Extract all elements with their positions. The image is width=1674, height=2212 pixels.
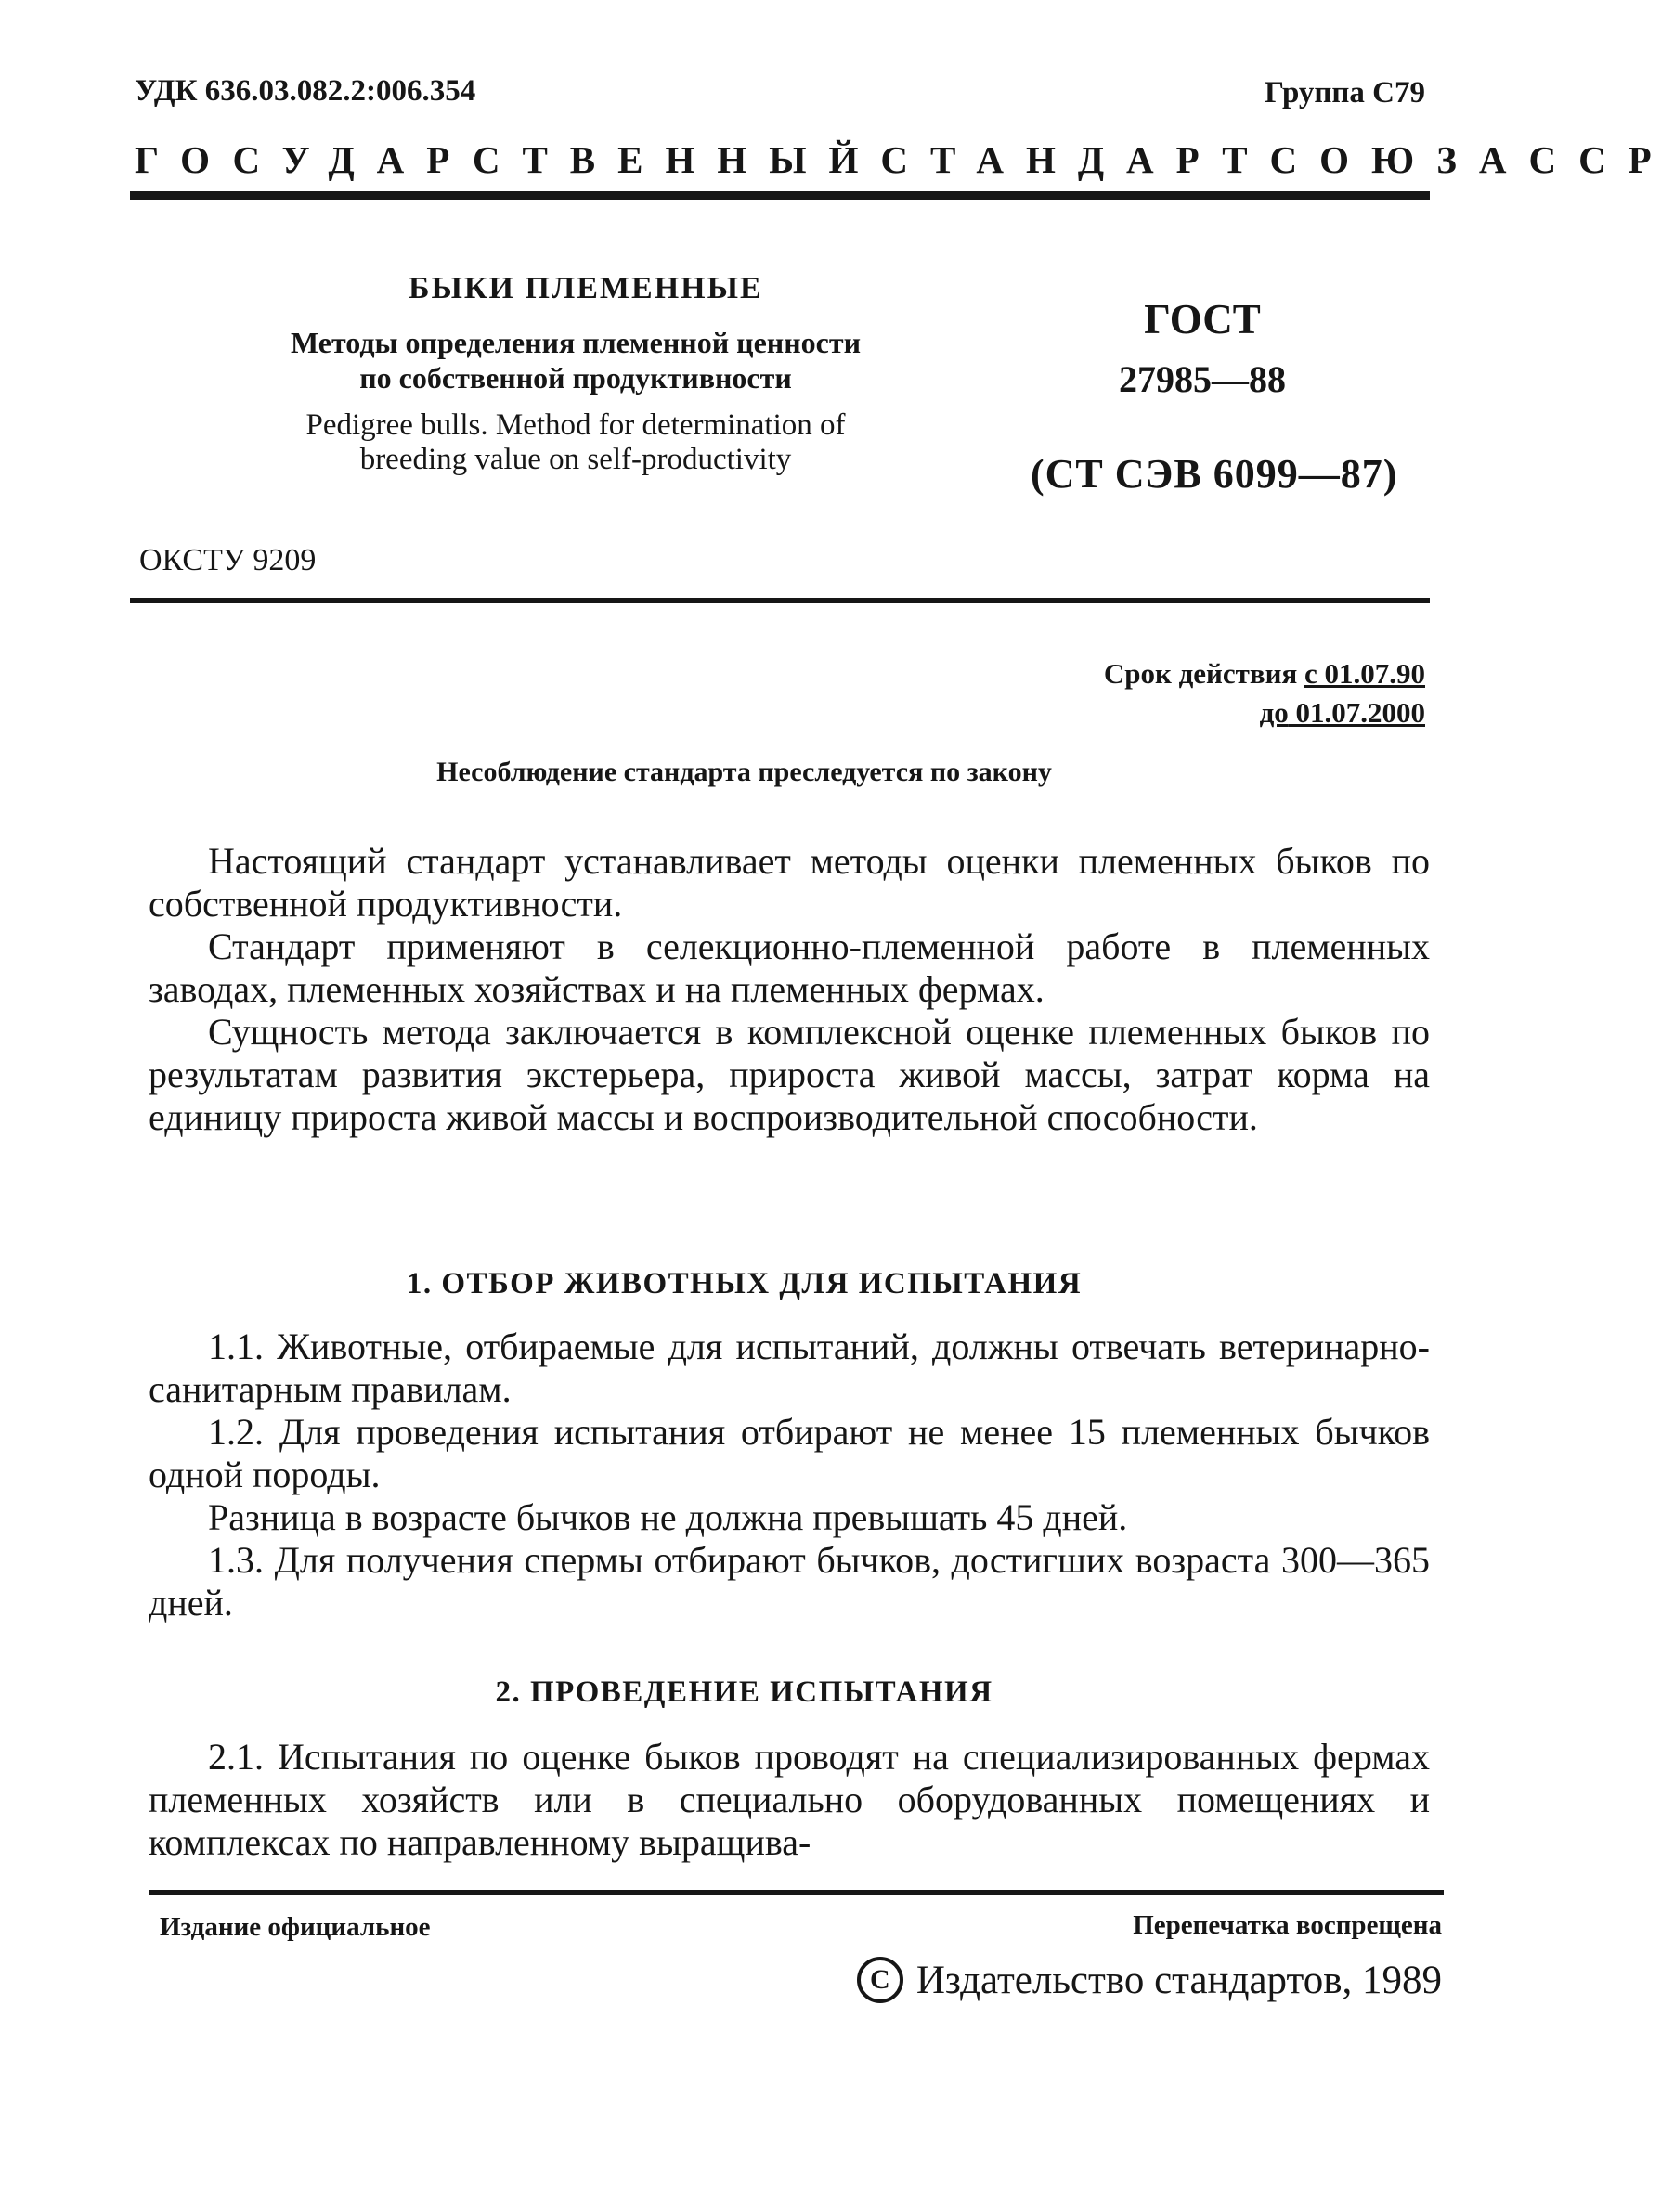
- state-standard-banner: [135, 137, 1674, 182]
- title-english-line-2: breeding value on self-productivity: [359, 443, 792, 476]
- title-russian: [214, 325, 938, 395]
- reprint-notice: Перепечатка воспрещена: [1133, 1910, 1442, 1940]
- gost-number: 27985—88: [1119, 358, 1286, 400]
- section-1-paragraph-4: 1.3. Для получения спермы отбирают бычков, достигших возраста 300—365 дней.: [149, 1539, 1430, 1623]
- title-russian-line-1: Методы определения племенной ценности: [290, 326, 862, 359]
- section-1-paragraph-3: Разница в возрасте бычков не должна превышать 45 дней.: [208, 1496, 1128, 1538]
- intro-paragraph-2: Стандарт применяют в селекционно-племенной работе в племенных заводах, племенных хозяйствах и на племенных фермах.: [149, 925, 1430, 1010]
- validity-period: [1104, 654, 1425, 732]
- edition-label: Издание официальное: [160, 1912, 431, 1942]
- state-word-2: СТАНДАРТ: [880, 138, 1270, 181]
- intro-paragraph-1: Настоящий стандарт устанавливает методы оценки племенных быков по собственной продуктивности.: [149, 840, 1430, 925]
- group-code: Группа С79: [1265, 76, 1425, 110]
- state-word-1: ГОСУДАРСТВЕННЫЙ: [135, 138, 881, 181]
- section-1-paragraph-2: 1.2. Для проведения испытания отбирают не менее 15 племенных бычков одной породы.: [149, 1411, 1430, 1495]
- standard-title: БЫКИ ПЛЕМЕННЫЕ: [409, 271, 763, 305]
- intro-text: [149, 840, 1430, 1139]
- legal-warning: Несоблюдение стандарта преследуется по закону: [436, 757, 1052, 787]
- section-1-text: [149, 1326, 1430, 1624]
- st-sev-number: (СТ СЭВ 6099—87): [1031, 451, 1398, 497]
- section-2-paragraph-1: 2.1. Испытания по оценке быков проводят на специализированных фермах племенных хозяйств или в специально оборудованных помещениях и комплексах по направленному выращива-: [149, 1736, 1430, 1863]
- header-rule-thick: [130, 191, 1430, 200]
- section-1-paragraph-1: 1.1. Животные, отбираемые для испытаний, должны отвечать ветеринарно-санитарным правилам.: [149, 1326, 1430, 1410]
- validity-label: Срок действия: [1103, 657, 1298, 690]
- title-english-line-1: Pedigree bulls. Method for determination of: [305, 408, 846, 442]
- section-2-heading: 2. ПРОВЕДЕНИЕ ИСПЫТАНИЯ: [495, 1675, 993, 1709]
- section-1-heading: 1. ОТБОР ЖИВОТНЫХ ДЛЯ ИСПЫТАНИЯ: [406, 1267, 1083, 1300]
- state-word-4: ССР: [1528, 138, 1674, 181]
- title-russian-line-2: по собственной продуктивности: [359, 361, 792, 395]
- copyright-icon: C: [857, 1957, 903, 2003]
- title-rule: [130, 598, 1430, 603]
- footer-divider: [149, 1890, 1444, 1895]
- section-2-text: [149, 1736, 1430, 1864]
- copyright-text: Издательство стандартов, 1989: [915, 1958, 1442, 2002]
- copyright-line: [857, 1957, 1442, 2003]
- validity-from: с 01.07.90: [1304, 657, 1425, 690]
- title-english: [195, 408, 956, 477]
- udk-code: УДК 636.03.082.2:006.354: [135, 74, 476, 108]
- intro-paragraph-3: Сущность метода заключается в комплексной оценке племенных быков по результатам развития экстерьера, прироста живой массы, затрат корма на единицу прироста живой массы и воспроизводительной способности.: [149, 1011, 1430, 1138]
- okstu-code: ОКСТУ 9209: [139, 543, 317, 577]
- validity-to: до 01.07.2000: [1259, 696, 1425, 729]
- gost-label: ГОСТ: [1144, 296, 1261, 343]
- state-word-3: СОЮЗА: [1269, 138, 1529, 181]
